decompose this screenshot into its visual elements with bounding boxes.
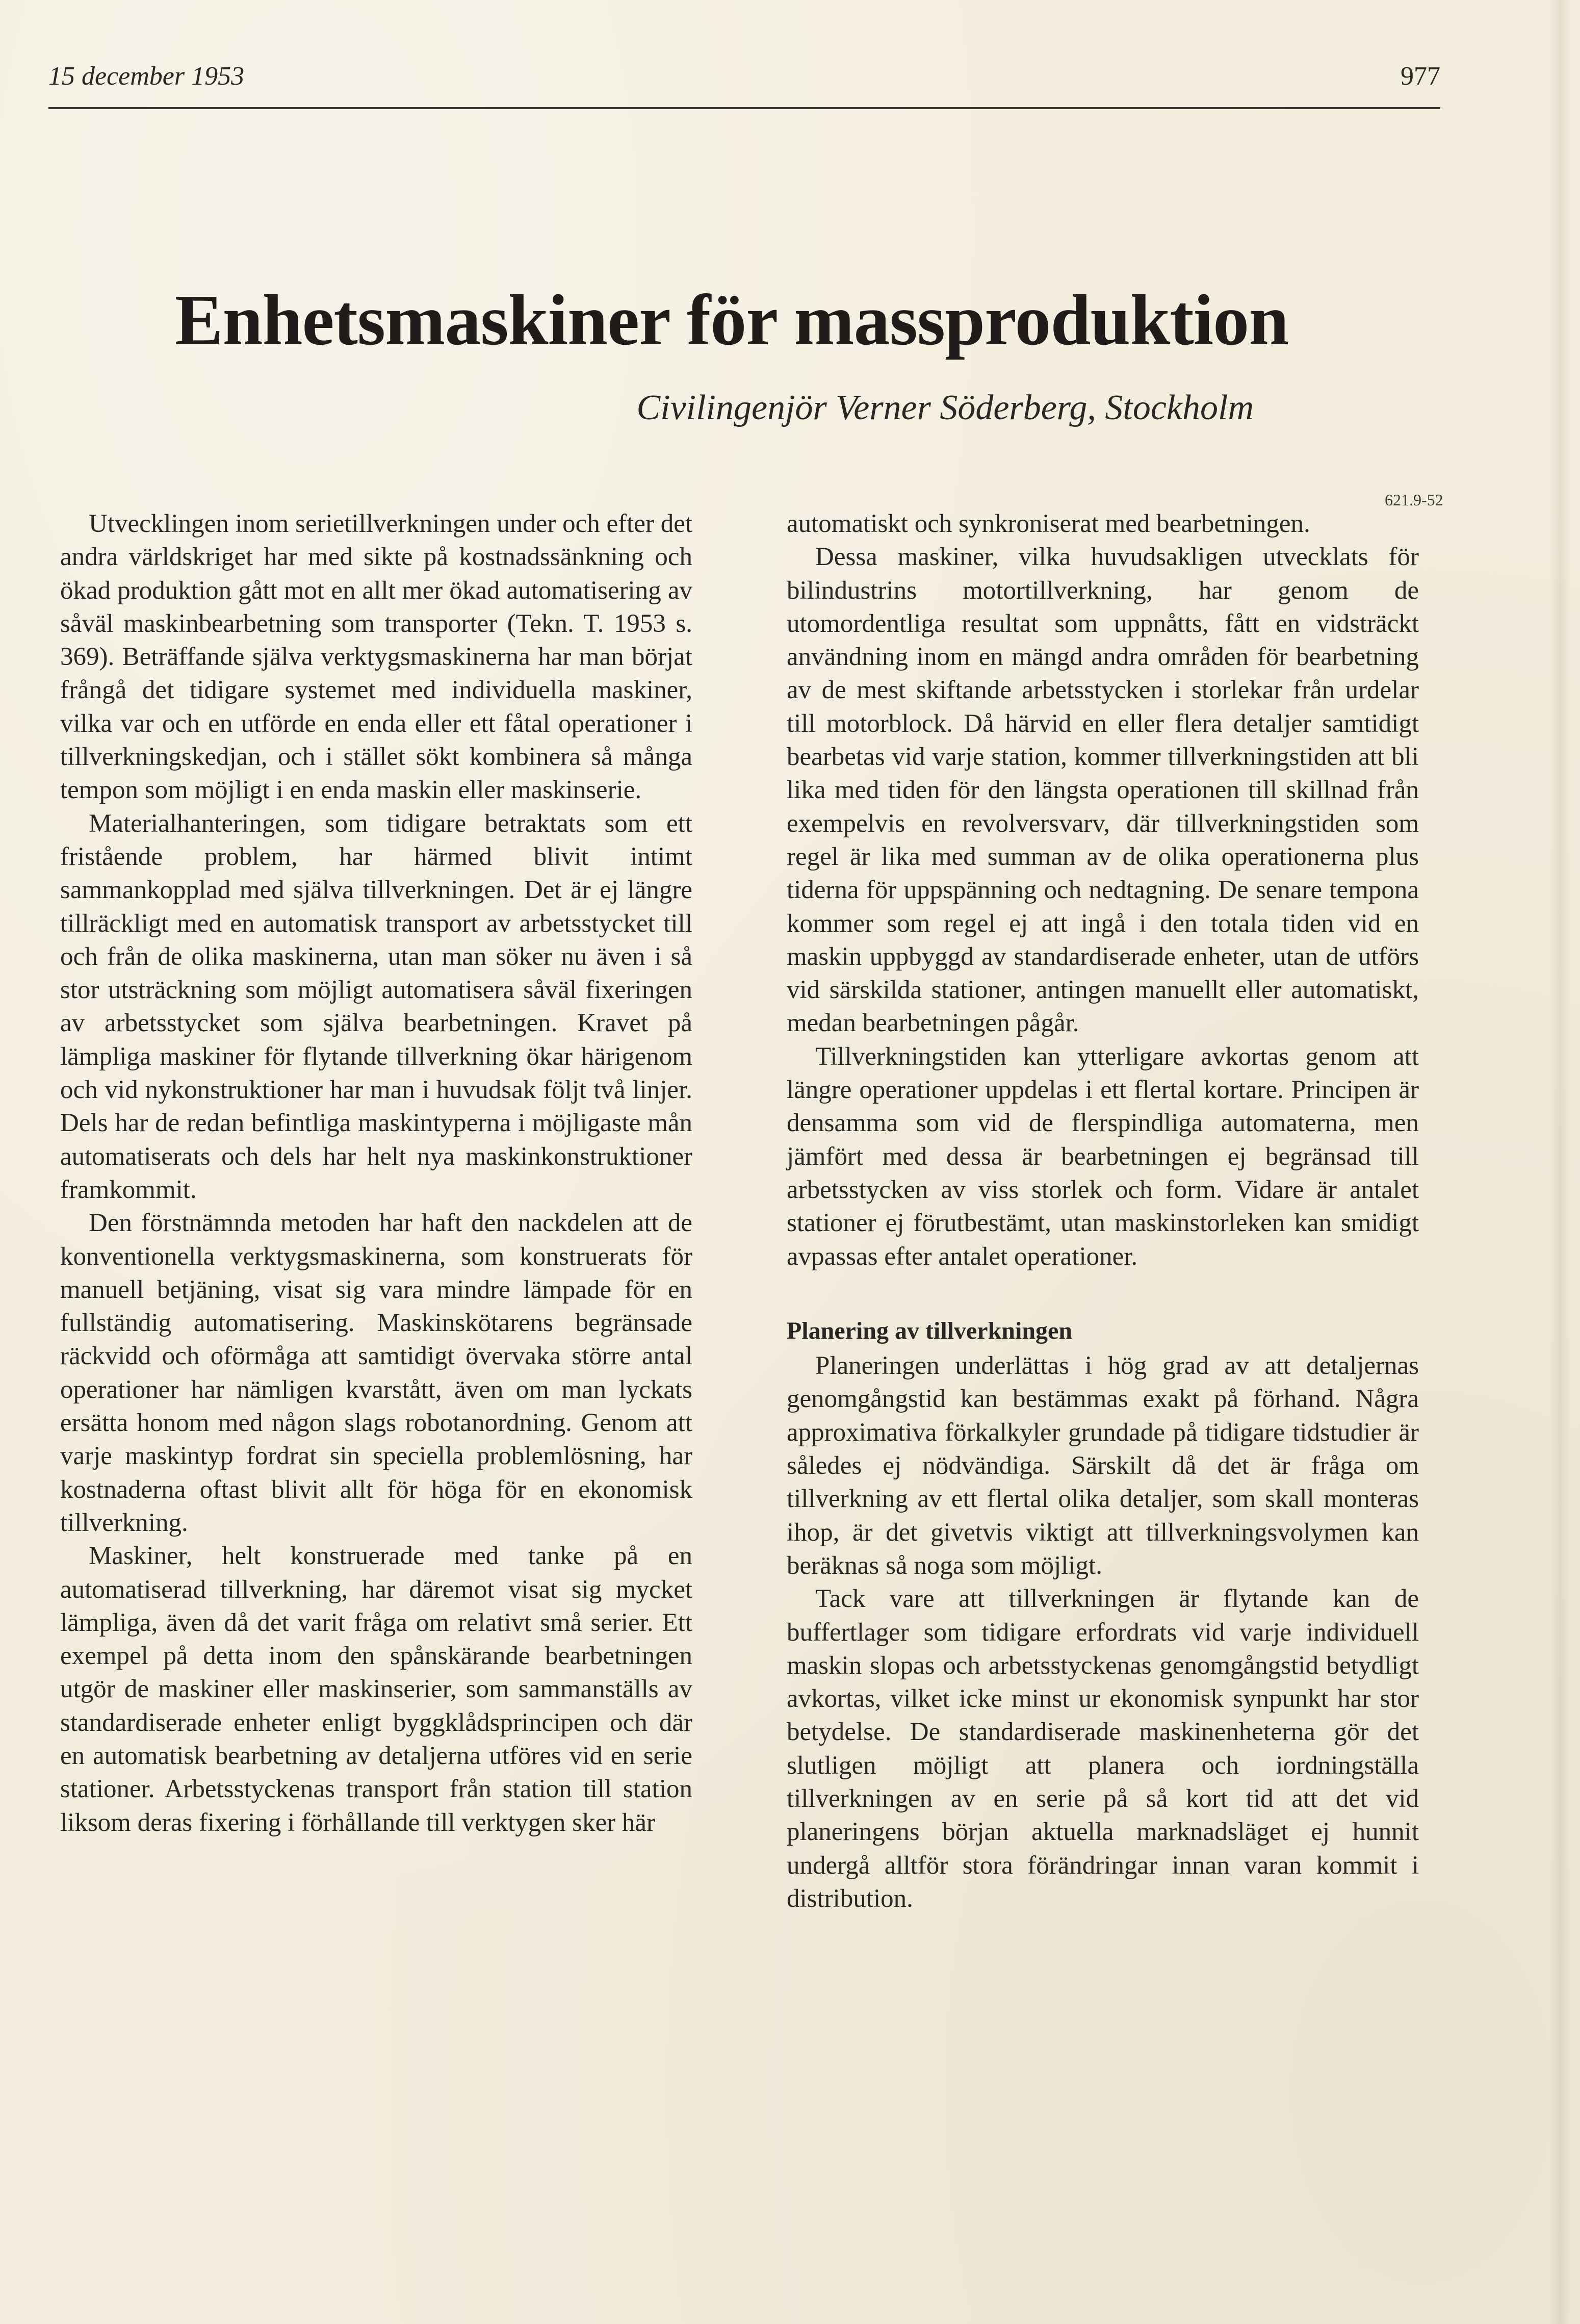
paragraph: Maskiner, helt konstruerade med tanke på en automatiserad tillverkning, har däremot visat sig mycket lämpliga, även då det varit fråga om relativt små serier. Ett exempel på detta inom den spånskärande bearbetningen utgör de maskiner eller maskinserier, som sammanställs av standardiserade enheter enligt byggklådsprincipen och där en automatisk bearbetning av detaljerna utföres vid en serie stationer. Arbetsstyckenas transport från station till station liksom deras fixering i förhållande till verktygen sker här <box>60 1542 692 1837</box>
page-crease-shadow <box>1550 0 1570 2324</box>
issue-date: 15 december 1953 <box>48 62 245 91</box>
page-number: 977 <box>1401 62 1440 91</box>
paragraph: Den förstnämnda metoden har haft den nackdelen att de konventionella verktygsmaskinerna, som konstruerats för manuell betjäning, visat sig vara mindre lämpade för en fullständig automatisering. Maskinskötarens begränsade räckvidd och oförmåga att samtidigt övervaka större antal operationer har nämligen kvarstått, även om man lyckats ersätta honom med någon slags robotanordning. Genom att varje maskintyp fordrat sin speciella problemlösning, har kostnaderna oftast blivit allt för höga för en ekonomisk tillverkning. <box>60 1209 692 1537</box>
paragraph: Tillverkningstiden kan ytterligare avkortas genom att längre operationer uppdelas i ett flertal kortare. Principen är densamma som vid de flerspindliga automaterna, men jämfört med dessa är bearbetningen ej begränsad till arbetsstycken av viss storlek och form. Vidare är antalet stationer ej förutbestämt, utan maskinstorleken kan smidigt avpassas efter antalet operationer. <box>787 1042 1419 1271</box>
article-author: Civilingenjör Verner Söderberg, Stockholm <box>636 388 1254 427</box>
classification-code: 621.9-52 <box>1385 491 1443 509</box>
paragraph-continued: automatiskt och synkroniserat med bearbetningen. <box>787 509 1310 538</box>
page-header <box>48 56 1440 109</box>
paragraph: Utvecklingen inom serietillverkningen under och efter det andra världskriget har med sikte på kostnadssänkning och ökad produktion gått mot en allt mer ökad automatisering av såväl maskinbearbetning som transporter (Tekn. T. 1953 s. 369). Beträffande själva verktygsmaskinerna har man börjat frångå det tidigare systemet med individuella maskiner, vilka var och en utförde en enda eller ett fåtal operationer i tillverkningskedjan, och i stället sökt kombinera så många tempon som möjligt i en enda maskin eller maskinserie. <box>60 509 692 805</box>
section-heading: Planering av tillverkningen <box>787 1317 1073 1344</box>
right-column <box>787 507 1419 1916</box>
article-title: Enhetsmaskiner för massproduktion <box>174 279 1289 360</box>
left-column <box>60 507 692 1840</box>
paragraph: Planeringen underlättas i hög grad av att detaljernas genomgångstid kan bestämmas exakt på förhand. Några approximativa förkalkyler grundade på tidigare tidstudier är således ej nödvändiga. Särskilt då det är fråga om tillverkning av ett flertal olika detaljer, som skall monteras ihop, är det givetvis viktigt att tillverkningsvolymen kan beräknas så noga som möjligt. <box>787 1351 1419 1580</box>
paragraph: Dessa maskiner, vilka huvudsakligen utvecklats för bilindustrins motortillverkning, har genom de utomordentliga resultat som uppnåtts, fått en vidsträckt användning inom en mängd andra områden för bearbetning av de mest skiftande arbetsstycken i storlekar från urdelar till motorblock. Då härvid en eller flera detaljer samtidigt bearbetas vid varje station, kommer tillverkningstiden att bli lika med tiden för den längsta operationen till skillnad från exempelvis en revolversvarv, där tillverkningstiden som regel är lika med summan av de olika operationerna plus tiderna för uppspänning och nedtagning. De senare tempona kommer som regel ej att ingå i den totala tiden vid en maskin uppbyggd av standardiserade enheter, utan de utförs vid särskilda stationer, antingen manuellt eller automatiskt, medan bearbetningen pågår. <box>787 543 1419 1038</box>
paragraph: Materialhanteringen, som tidigare betraktats som ett fristående problem, har härmed blivit intimt sammankopplad med själva tillverkningen. Det är ej längre tillräckligt med en automatisk transport av arbetsstycket till och från de olika maskinerna, utan man söker nu även i så stor utsträckning som möjligt automatisera såväl fixeringen av arbetsstycket som själva bearbetningen. Kravet på lämpliga maskiner för flytande tillverkning ökar härigenom och vid nykonstruktioner har man i huvudsak följt två linjer. Dels har de redan befintliga maskintyperna i möjligaste mån automatiserats och dels har helt nya maskinkonstruktioner framkommit. <box>60 809 692 1204</box>
paragraph: Tack vare att tillverkningen är flytande kan de buffertlager som tidigare erfordrats vid varje individuell maskin slopas och arbetsstyckenas genomgångstid betydligt avkortas, vilket icke minst ur ekonomisk synpunkt har stor betydelse. De standardiserade maskinenheterna gör det slutligen möjligt att planera och iordningställa tillverkningen av en serie på så kort tid att det vid planeringens början aktuella marknadsläget ej hunnit undergå alltför stora förändringar innan varan kommit i distribution. <box>787 1585 1419 1913</box>
